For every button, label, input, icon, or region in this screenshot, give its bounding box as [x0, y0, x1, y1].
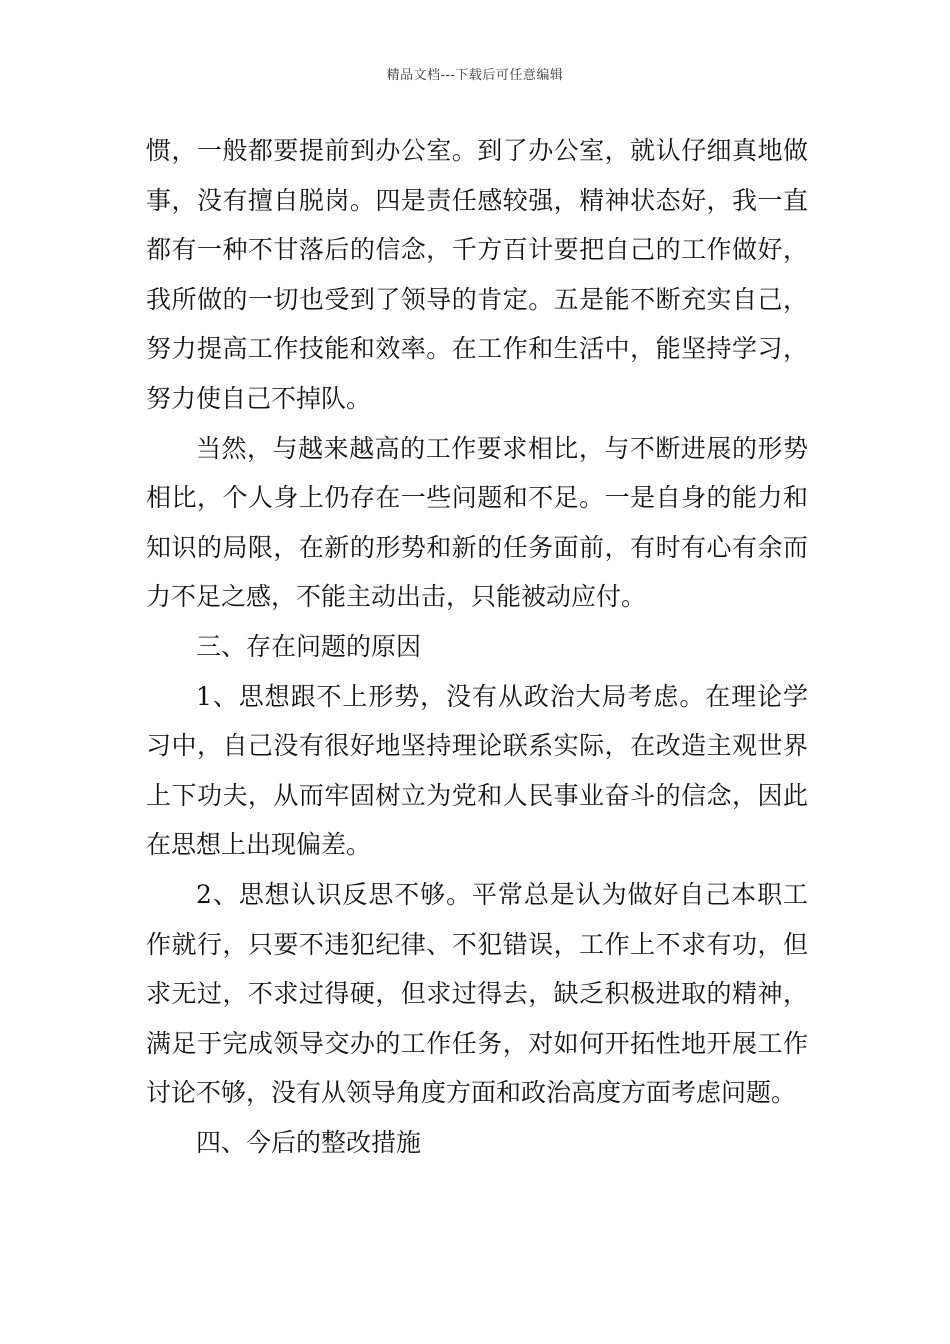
document-body [146, 126, 808, 1167]
paragraph-cause-2: 2、思想认识反思不够。平常总是认为做好自己本职工作就行，只要不违犯纪律、不犯错误，工作上不求有功，但求无过，不求过得硬，但求过得去，缺乏积极进取的精神，满足于完成领导交办的工作任务，对如何开拓性地开展工作讨论不够，没有从领导角度方面和政治高度方面考虑问题。 [146, 879, 808, 1108]
page-header: 精品文档---下载后可任意编辑 [386, 68, 564, 83]
paragraph-shortcomings: 当然，与越来越高的工作要求相比，与不断进展的形势相比，个人身上仍存在一些问题和不足。一是自身的能力和知识的局限，在新的形势和新的任务面前，有时有心有余而力不足之感，不能主动出击，只能被动应付。 [146, 433, 808, 612]
section-heading-measures: 四、今后的整改措施 [196, 1127, 422, 1157]
section-heading-causes: 三、存在问题的原因 [196, 631, 422, 661]
paragraph-cause-1: 1、思想跟不上形势，没有从政治大局考虑。在理论学习中，自己没有很好地坚持理论联系实际，在改造主观世界上下功夫，从而牢固树立为党和人民事业奋斗的信念，因此在思想上出现偏差。 [146, 681, 808, 860]
paragraph-continuation: 惯，一般都要提前到办公室。到了办公室，就认仔细真地做事，没有擅自脱岗。四是责任感较强，精神状态好，我一直都有一种不甘落后的信念，千方百计要把自己的工作做好，我所做的一切也受到了领导的肯定。五是能不断充实自己，努力提高工作技能和效率。在工作和生活中，能坚持学习，努力使自己不掉队。 [146, 136, 808, 413]
